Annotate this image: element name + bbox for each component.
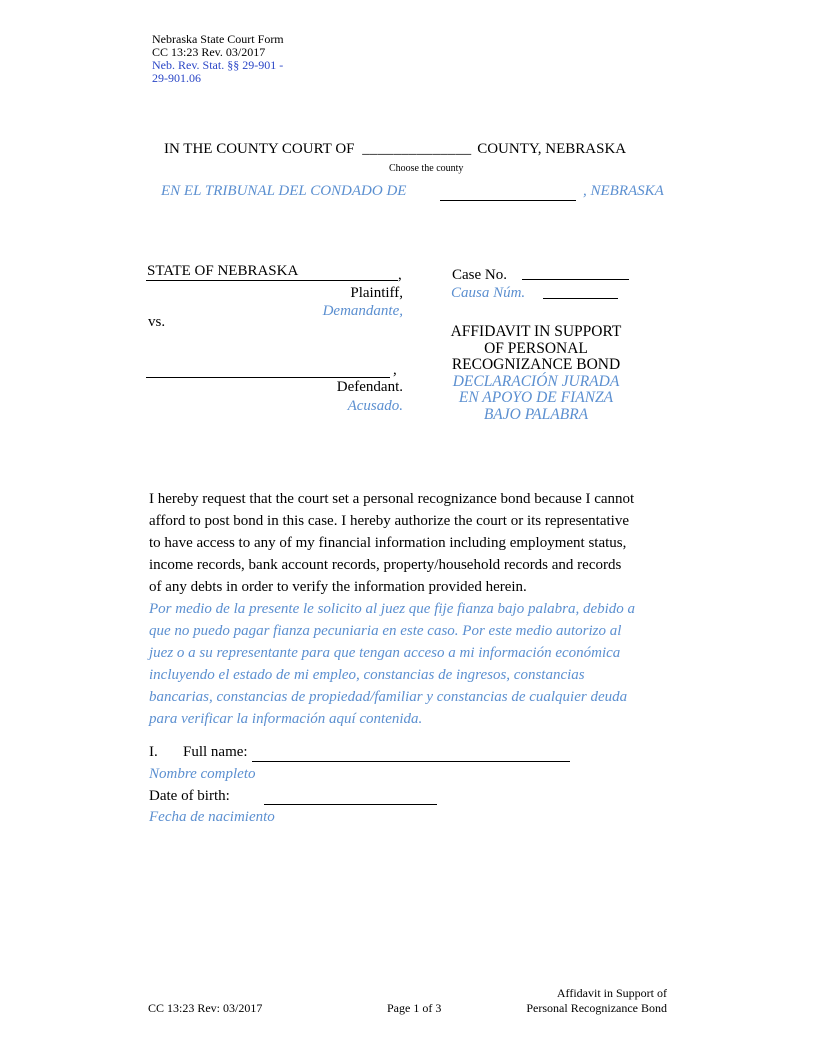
footer-page-number: Page 1 of 3 bbox=[387, 1001, 442, 1015]
county-select[interactable]: ______________ bbox=[362, 141, 472, 157]
document-title bbox=[436, 324, 636, 423]
choose-county-hint: Choose the county bbox=[389, 163, 464, 174]
title-line-2: OF PERSONAL bbox=[484, 339, 588, 357]
plaintiff-label: Plaintiff, bbox=[350, 285, 403, 301]
form-header bbox=[152, 33, 284, 85]
case-number-spanish-field[interactable] bbox=[543, 281, 618, 299]
footer-title-line-1: Affidavit in Support of bbox=[556, 986, 667, 1000]
statute-link-line1[interactable]: Neb. Rev. Stat. §§ 29-901 - bbox=[152, 58, 284, 72]
date-of-birth-field[interactable] bbox=[264, 787, 437, 805]
request-line-3: to have access to any of my financial information including employment status, bbox=[149, 535, 627, 551]
plaintiff-label-spanish: Demandante, bbox=[322, 303, 403, 319]
title-line-1: AFFIDAVIT IN SUPPORT bbox=[450, 323, 622, 340]
defendant-name-field[interactable] bbox=[146, 360, 390, 378]
section-number: I. bbox=[149, 744, 158, 760]
full-name-label: Full name: bbox=[183, 744, 248, 760]
statute-link-line2[interactable]: 29-901.06 bbox=[152, 71, 201, 85]
request-spanish-line-5: bancarias, constancias de propiedad/familiar y constancias de cualquier deuda bbox=[149, 689, 628, 705]
date-of-birth-label: Date of birth: bbox=[149, 788, 230, 804]
plaintiff-name: STATE OF NEBRASKA bbox=[147, 263, 299, 279]
court-heading-prefix: IN THE COUNTY COURT OF bbox=[164, 141, 355, 157]
versus-label: vs. bbox=[148, 314, 166, 330]
court-heading-spanish-prefix: EN EL TRIBUNAL DEL CONDADO DE bbox=[161, 183, 407, 199]
title-spanish-line-2: EN APOYO DE FIANZA bbox=[458, 389, 614, 406]
title-line-3: RECOGNIZANCE BOND bbox=[451, 356, 621, 373]
request-spanish-line-2: que no puedo pagar fianza pecuniaria en este caso. Por este medio autorizo al bbox=[149, 623, 622, 639]
case-number-field[interactable] bbox=[522, 262, 629, 280]
full-name-label-spanish: Nombre completo bbox=[149, 766, 256, 782]
title-spanish-line-1: DECLARACIÓN JURADA bbox=[452, 372, 620, 390]
form-revision: CC 13:23 Rev. 03/2017 bbox=[152, 45, 266, 59]
footer-form-revision: CC 13:23 Rev: 03/2017 bbox=[148, 1001, 263, 1015]
county-spanish-field[interactable] bbox=[440, 183, 576, 201]
defendant-label-spanish: Acusado. bbox=[347, 398, 403, 414]
form-name: Nebraska State Court Form bbox=[152, 32, 284, 46]
case-number-label-spanish: Causa Núm. bbox=[451, 285, 526, 301]
full-name-field[interactable] bbox=[252, 744, 570, 762]
court-heading bbox=[164, 141, 626, 158]
plaintiff-underline bbox=[146, 263, 398, 281]
case-number-label: Case No. bbox=[452, 267, 507, 283]
request-line-5: of any debts in order to verify the information provided herein. bbox=[149, 579, 527, 595]
plaintiff-comma: , bbox=[398, 267, 402, 283]
court-heading-spanish-suffix: , NEBRASKA bbox=[583, 183, 664, 199]
defendant-label: Defendant. bbox=[336, 379, 403, 395]
footer-title-line-2: Personal Recognizance Bond bbox=[526, 1001, 667, 1015]
request-line-2: afford to post bond in this case. I hereby authorize the court or its representative bbox=[149, 513, 629, 529]
request-line-1: I hereby request that the court set a personal recognizance bond because I cannot bbox=[149, 491, 635, 507]
title-spanish-line-3: BAJO PALABRA bbox=[483, 405, 589, 423]
date-of-birth-label-spanish: Fecha de nacimiento bbox=[149, 809, 275, 825]
request-spanish-line-6: para verificar la información aquí contenida. bbox=[149, 711, 423, 727]
request-spanish-line-4: incluyendo el estado de mi empleo, constancias de ingresos, constancias bbox=[149, 667, 585, 683]
request-spanish-line-3: juez o a su representante para que tengan acceso a mi información económica bbox=[149, 645, 621, 661]
request-paragraph bbox=[149, 488, 689, 730]
defendant-comma: , bbox=[393, 362, 397, 378]
request-line-4: income records, bank account records, property/household records and records bbox=[149, 557, 622, 573]
court-heading-suffix: COUNTY, NEBRASKA bbox=[477, 141, 627, 157]
footer-document-title bbox=[460, 986, 667, 1016]
request-spanish-line-1: Por medio de la presente le solicito al juez que fije fianza bajo palabra, debido a bbox=[149, 601, 636, 617]
